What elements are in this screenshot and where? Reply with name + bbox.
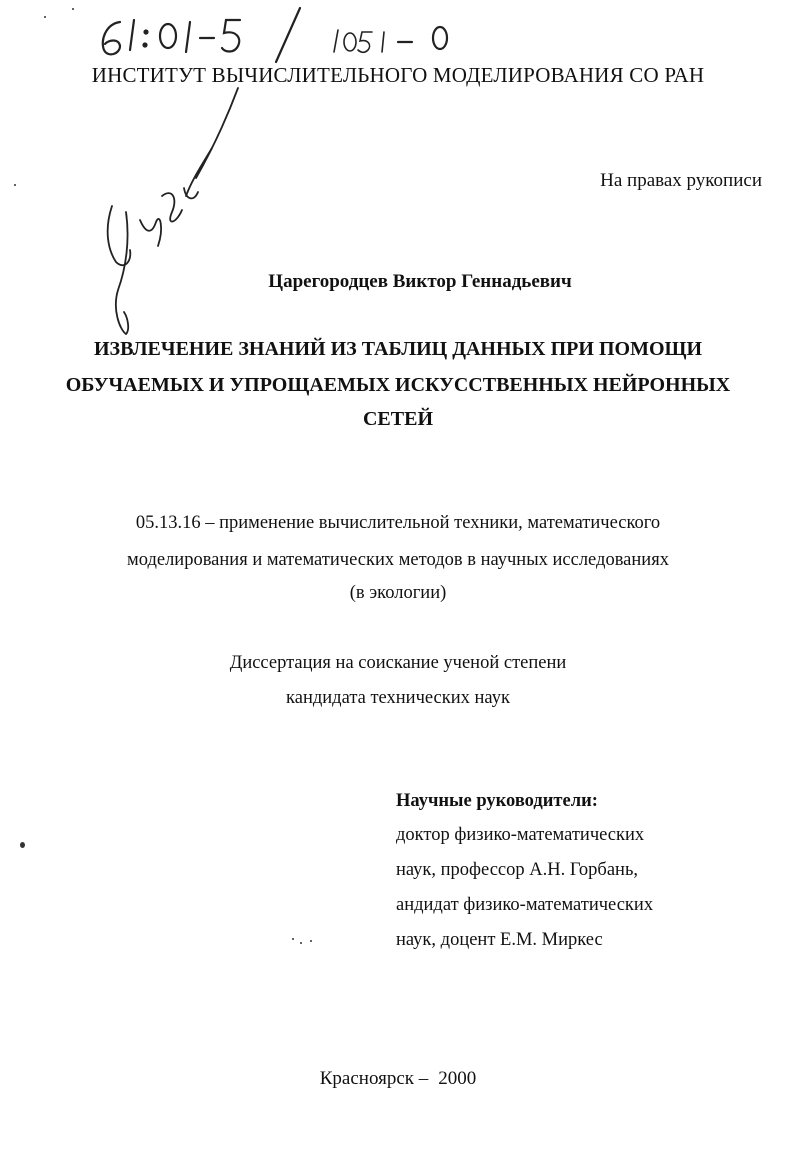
scan-speck [72,8,74,10]
supervisor-line-3: андидат физико-математических [396,895,654,915]
dissertation-title-line-1: ИЗВЛЕЧЕНИЕ ЗНАНИЙ ИЗ ТАБЛИЦ ДАННЫХ ПРИ ПОМОЩИ [93,338,703,360]
specialty-line-3: (в экологии) [349,583,447,603]
author-name: Царегородцев Виктор Геннадьевич [268,271,572,292]
supervisors-heading: Научные руководители: [396,791,598,811]
supervisor-line-2: наук, профессор А.Н. Горбань, [396,860,639,880]
city-year [0,1068,796,1090]
scan-speck [44,16,46,18]
dissertation-title-line-2: ОБУЧАЕМЫХ И УПРОЩАЕМЫХ ИСКУССТВЕННЫХ НЕЙРОННЫХ [65,374,731,396]
degree-line-2: кандидата технических наук [286,688,510,708]
scan-speck [300,942,302,944]
city: Красноярск – [319,1068,429,1089]
rights-note: На правах рукописи [600,170,762,191]
scan-speck [20,842,25,848]
scan-speck [14,184,16,186]
specialty-line-1: 05.13.16 – применение вычислительной техники, математического [135,513,661,533]
degree-line-1: Диссертация на соискание ученой степени [229,653,567,673]
specialty-line-2: моделирования и математических методов в научных исследованиях [127,550,669,570]
dissertation-title-line-3: СЕТЕЙ [362,408,434,430]
year: 2000 [438,1068,477,1089]
scan-speck [292,938,294,940]
supervisor-line-4: наук, доцент Е.М. Миркес [396,930,603,950]
archive-stamp-handwriting [103,8,447,62]
institute-name: ИНСТИТУТ ВЫЧИСЛИТЕЛЬНОГО МОДЕЛИРОВАНИЯ СО РАН [91,63,705,87]
supervisor-line-1: доктор физико-математических [396,825,645,845]
scan-speck [310,940,312,942]
signature-handwriting [108,88,238,334]
